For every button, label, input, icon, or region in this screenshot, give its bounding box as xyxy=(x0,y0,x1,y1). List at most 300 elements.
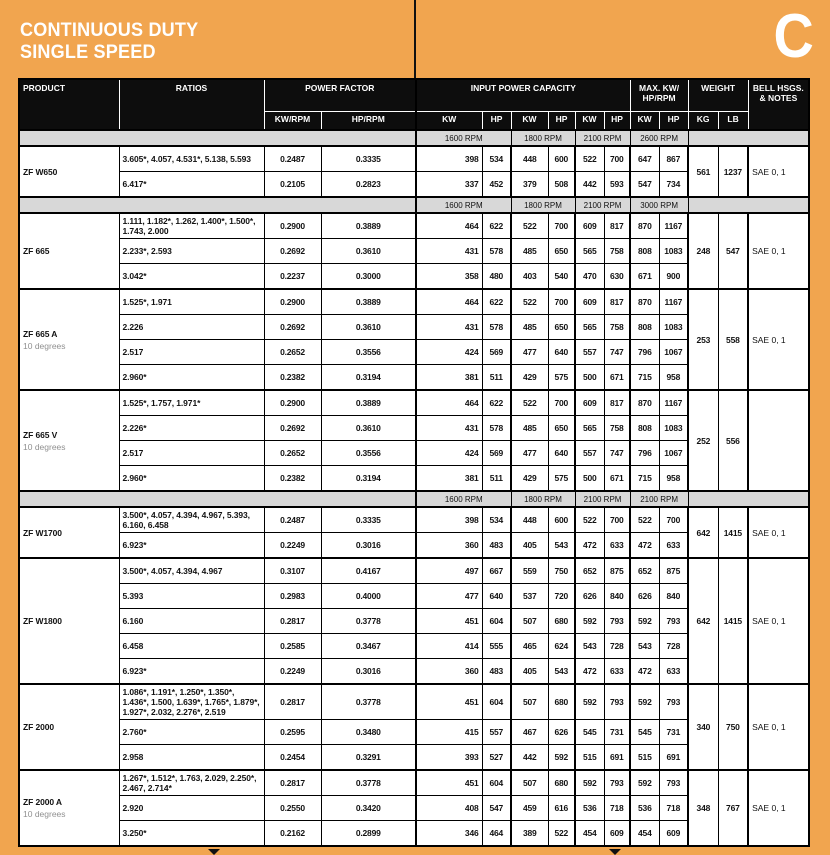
rpm-band-row xyxy=(19,130,809,146)
hp-value-cell: 575 xyxy=(548,365,575,391)
kw-value-cell: 405 xyxy=(511,533,548,559)
col-header-lb: LB xyxy=(718,112,748,131)
hp-value-cell: 464 xyxy=(482,821,511,847)
weight-kg-cell: 642 xyxy=(688,507,718,558)
product-name: ZF 665 V xyxy=(23,429,58,440)
hp-value-cell: 680 xyxy=(548,770,575,796)
hp-value-cell: 650 xyxy=(548,416,575,441)
kw-value-cell: 477 xyxy=(416,584,482,609)
kw-value-cell: 431 xyxy=(416,315,482,340)
bell-housing-note-cell: SAE 0, 1 xyxy=(748,684,809,770)
power-factor-hp-rpm-cell: 0.3420 xyxy=(321,796,416,821)
hp-value-cell: 700 xyxy=(548,390,575,416)
kw-value-cell: 429 xyxy=(511,466,548,492)
kw-value-cell: 464 xyxy=(416,213,482,239)
kw-value-cell: 472 xyxy=(575,659,604,685)
power-factor-hp-rpm-cell: 0.2823 xyxy=(321,172,416,198)
ratios-cell: 1.525*, 1.757, 1.971* xyxy=(119,390,264,416)
product-subtitle: 10 degrees xyxy=(23,441,66,452)
kw-value-cell: 609 xyxy=(575,213,604,239)
product-cell xyxy=(19,390,119,491)
hp-value-cell: 1167 xyxy=(659,390,688,416)
hp-value-cell: 700 xyxy=(659,507,688,533)
bell-housing-note-cell: SAE 0, 1 xyxy=(748,770,809,846)
kw-value-cell: 403 xyxy=(511,264,548,290)
ratios-cell: 5.393 xyxy=(119,584,264,609)
rpm-band-label: 1800 RPM xyxy=(511,491,575,507)
ratios-cell: 3.500*, 4.057, 4.394, 4.967, 5.393, 6.160, 6.458 xyxy=(119,507,264,533)
ratios-cell: 6.160 xyxy=(119,609,264,634)
spec-row xyxy=(19,289,809,315)
weight-lb-cell: 750 xyxy=(718,684,748,770)
hp-value-cell: 718 xyxy=(604,796,630,821)
ratios-cell: 1.267*, 1.512*, 1.763, 2.029, 2.250*, 2.467, 2.714* xyxy=(119,770,264,796)
hp-value-cell: 817 xyxy=(604,289,630,315)
power-factor-kw-rpm-cell: 0.2105 xyxy=(264,172,321,198)
hp-value-cell: 622 xyxy=(482,213,511,239)
kw-value-cell: 470 xyxy=(575,264,604,290)
kw-value-cell: 545 xyxy=(630,720,659,745)
kw-value-cell: 477 xyxy=(511,441,548,466)
hp-value-cell: 600 xyxy=(548,146,575,172)
rpm-band-row xyxy=(19,197,809,213)
hp-value-cell: 691 xyxy=(604,745,630,771)
bell-housing-note-cell xyxy=(748,390,809,491)
ratios-cell: 3.500*, 4.057, 4.394, 4.967 xyxy=(119,558,264,584)
hp-value-cell: 1083 xyxy=(659,416,688,441)
spec-row xyxy=(19,213,809,239)
power-factor-hp-rpm-cell: 0.3610 xyxy=(321,315,416,340)
hp-value-cell: 1167 xyxy=(659,213,688,239)
kw-value-cell: 626 xyxy=(575,584,604,609)
hp-value-cell: 452 xyxy=(482,172,511,198)
ratios-cell: 2.233*, 2.593 xyxy=(119,239,264,264)
kw-value-cell: 592 xyxy=(575,609,604,634)
hp-value-cell: 640 xyxy=(548,441,575,466)
hp-value-cell: 793 xyxy=(659,684,688,720)
spec-row xyxy=(19,558,809,584)
power-factor-kw-rpm-cell: 0.2983 xyxy=(264,584,321,609)
kw-value-cell: 451 xyxy=(416,684,482,720)
hp-value-cell: 671 xyxy=(604,365,630,391)
power-factor-kw-rpm-cell: 0.2585 xyxy=(264,634,321,659)
power-factor-hp-rpm-cell: 0.2899 xyxy=(321,821,416,847)
product-subtitle: 10 degrees xyxy=(23,809,66,819)
weight-kg-cell: 252 xyxy=(688,390,718,491)
ratios-cell: 2.920 xyxy=(119,796,264,821)
kw-value-cell: 537 xyxy=(511,584,548,609)
spec-row xyxy=(19,770,809,796)
rpm-band-label: 2100 RPM xyxy=(575,491,630,507)
hp-value-cell: 578 xyxy=(482,416,511,441)
col-header-input-power-capacity: INPUT POWER CAPACITY xyxy=(416,79,630,112)
kw-value-cell: 808 xyxy=(630,239,659,264)
kw-value-cell: 507 xyxy=(511,684,548,720)
hp-value-cell: 1067 xyxy=(659,441,688,466)
ratios-cell: 2.958 xyxy=(119,745,264,771)
rpm-band-label: 2100 RPM xyxy=(575,130,630,146)
hp-value-cell: 728 xyxy=(604,634,630,659)
ratios-cell: 1.111, 1.182*, 1.262, 1.400*, 1.500*, 1.743, 2.000 xyxy=(119,213,264,239)
kw-value-cell: 559 xyxy=(511,558,548,584)
kw-value-cell: 515 xyxy=(630,745,659,771)
kw-value-cell: 626 xyxy=(630,584,659,609)
kw-value-cell: 459 xyxy=(511,796,548,821)
kw-value-cell: 454 xyxy=(575,821,604,847)
hp-value-cell: 650 xyxy=(548,315,575,340)
hp-value-cell: 604 xyxy=(482,770,511,796)
kw-value-cell: 592 xyxy=(575,684,604,720)
kw-value-cell: 500 xyxy=(575,466,604,492)
power-factor-hp-rpm-cell: 0.3291 xyxy=(321,745,416,771)
hp-value-cell: 700 xyxy=(548,289,575,315)
kw-value-cell: 393 xyxy=(416,745,482,771)
hp-value-cell: 592 xyxy=(548,745,575,771)
rpm-band-label: 1800 RPM xyxy=(511,197,575,213)
kw-value-cell: 715 xyxy=(630,466,659,492)
power-factor-hp-rpm-cell: 0.4000 xyxy=(321,584,416,609)
weight-kg-cell: 253 xyxy=(688,289,718,390)
col-header-hp-rpm: HP/RPM xyxy=(321,112,416,131)
kw-value-cell: 609 xyxy=(575,289,604,315)
power-factor-kw-rpm-cell: 0.2692 xyxy=(264,315,321,340)
kw-value-cell: 477 xyxy=(511,340,548,365)
band-spacer xyxy=(688,130,809,146)
power-factor-hp-rpm-cell: 0.3610 xyxy=(321,239,416,264)
kw-value-cell: 808 xyxy=(630,315,659,340)
rpm-band-label: 1800 RPM xyxy=(511,130,575,146)
hp-value-cell: 793 xyxy=(604,684,630,720)
table-continues-icon xyxy=(609,849,621,855)
kw-value-cell: 429 xyxy=(511,365,548,391)
power-factor-kw-rpm-cell: 0.2817 xyxy=(264,609,321,634)
hp-value-cell: 480 xyxy=(482,264,511,290)
hp-value-cell: 667 xyxy=(482,558,511,584)
hp-value-cell: 720 xyxy=(548,584,575,609)
kw-value-cell: 360 xyxy=(416,533,482,559)
hp-value-cell: 750 xyxy=(548,558,575,584)
col-header-kw: KW xyxy=(575,112,604,131)
hp-value-cell: 900 xyxy=(659,264,688,290)
kw-value-cell: 547 xyxy=(630,172,659,198)
kw-value-cell: 647 xyxy=(630,146,659,172)
table-continues-icon xyxy=(208,849,220,855)
rpm-band-label: 2100 RPM xyxy=(575,197,630,213)
rpm-band-label: 1600 RPM xyxy=(416,197,511,213)
kw-value-cell: 381 xyxy=(416,365,482,391)
bell-housing-note-cell: SAE 0, 1 xyxy=(748,213,809,289)
ratios-cell: 1.086*, 1.191*, 1.250*, 1.350*, 1.436*, 1.500, 1.639*, 1.765*, 1.879*, 1.927*, 2.032, 2.276*, 2.519 xyxy=(119,684,264,720)
kw-value-cell: 467 xyxy=(511,720,548,745)
col-header-kw-rpm: KW/RPM xyxy=(264,112,321,131)
hp-value-cell: 527 xyxy=(482,745,511,771)
kw-value-cell: 609 xyxy=(575,390,604,416)
spec-row xyxy=(19,507,809,533)
kw-value-cell: 454 xyxy=(630,821,659,847)
kw-value-cell: 405 xyxy=(511,659,548,685)
kw-value-cell: 536 xyxy=(575,796,604,821)
hp-value-cell: 758 xyxy=(604,416,630,441)
rpm-band-label: 1600 RPM xyxy=(416,491,511,507)
hp-value-cell: 1067 xyxy=(659,340,688,365)
kw-value-cell: 389 xyxy=(511,821,548,847)
hp-value-cell: 633 xyxy=(604,659,630,685)
hp-value-cell: 700 xyxy=(548,213,575,239)
kw-value-cell: 500 xyxy=(575,365,604,391)
power-factor-kw-rpm-cell: 0.2162 xyxy=(264,821,321,847)
product-cell xyxy=(19,770,119,846)
power-factor-hp-rpm-cell: 0.3480 xyxy=(321,720,416,745)
weight-kg-cell: 348 xyxy=(688,770,718,846)
kw-value-cell: 408 xyxy=(416,796,482,821)
weight-kg-cell: 340 xyxy=(688,684,718,770)
kw-value-cell: 652 xyxy=(575,558,604,584)
power-factor-hp-rpm-cell: 0.3556 xyxy=(321,441,416,466)
kw-value-cell: 796 xyxy=(630,340,659,365)
ratios-cell: 2.226* xyxy=(119,416,264,441)
kw-value-cell: 431 xyxy=(416,416,482,441)
power-factor-kw-rpm-cell: 0.2237 xyxy=(264,264,321,290)
power-factor-kw-rpm-cell: 0.2487 xyxy=(264,507,321,533)
hp-value-cell: 793 xyxy=(604,609,630,634)
kw-value-cell: 536 xyxy=(630,796,659,821)
col-header-kg: KG xyxy=(688,112,718,131)
hp-value-cell: 522 xyxy=(548,821,575,847)
rpm-band-label: 1600 RPM xyxy=(416,130,511,146)
weight-lb-cell: 767 xyxy=(718,770,748,846)
col-header-hp: HP xyxy=(604,112,630,131)
spec-table-header xyxy=(19,79,809,130)
hp-value-cell: 543 xyxy=(548,533,575,559)
kw-value-cell: 398 xyxy=(416,507,482,533)
product-name: ZF 665 A xyxy=(23,328,58,339)
band-spacer xyxy=(19,197,416,213)
product-name: ZF W1800 xyxy=(23,616,62,626)
hp-value-cell: 700 xyxy=(604,507,630,533)
kw-value-cell: 464 xyxy=(416,390,482,416)
hp-value-cell: 508 xyxy=(548,172,575,198)
kw-value-cell: 565 xyxy=(575,315,604,340)
kw-value-cell: 360 xyxy=(416,659,482,685)
bell-housing-note-cell: SAE 0, 1 xyxy=(748,507,809,558)
kw-value-cell: 464 xyxy=(416,289,482,315)
hp-value-cell: 700 xyxy=(604,146,630,172)
kw-value-cell: 448 xyxy=(511,507,548,533)
weight-lb-cell: 556 xyxy=(718,390,748,491)
weight-lb-cell: 1237 xyxy=(718,146,748,197)
hp-value-cell: 793 xyxy=(604,770,630,796)
hp-value-cell: 640 xyxy=(482,584,511,609)
kw-value-cell: 415 xyxy=(416,720,482,745)
spec-table xyxy=(18,78,810,847)
power-factor-kw-rpm-cell: 0.2595 xyxy=(264,720,321,745)
kw-value-cell: 592 xyxy=(575,770,604,796)
bell-housing-note-cell: SAE 0, 1 xyxy=(748,146,809,197)
product-cell xyxy=(19,684,119,770)
hp-value-cell: 734 xyxy=(659,172,688,198)
col-header-hp: HP xyxy=(482,112,511,131)
kw-value-cell: 592 xyxy=(630,770,659,796)
kw-value-cell: 472 xyxy=(575,533,604,559)
kw-value-cell: 522 xyxy=(511,213,548,239)
band-spacer xyxy=(19,491,416,507)
kw-value-cell: 522 xyxy=(511,289,548,315)
col-header-power-factor: POWER FACTOR xyxy=(264,79,416,112)
bell-header-line2: & NOTES xyxy=(759,93,798,104)
power-factor-hp-rpm-cell: 0.3467 xyxy=(321,634,416,659)
kw-value-cell: 515 xyxy=(575,745,604,771)
kw-value-cell: 414 xyxy=(416,634,482,659)
ratios-cell: 6.923* xyxy=(119,659,264,685)
power-factor-kw-rpm-cell: 0.2900 xyxy=(264,289,321,315)
kw-value-cell: 592 xyxy=(630,684,659,720)
hp-value-cell: 1167 xyxy=(659,289,688,315)
hp-value-cell: 650 xyxy=(548,239,575,264)
hp-value-cell: 609 xyxy=(604,821,630,847)
hp-value-cell: 728 xyxy=(659,634,688,659)
power-factor-kw-rpm-cell: 0.2652 xyxy=(264,441,321,466)
power-factor-hp-rpm-cell: 0.3335 xyxy=(321,146,416,172)
hp-value-cell: 747 xyxy=(604,340,630,365)
kw-value-cell: 522 xyxy=(575,507,604,533)
hp-value-cell: 540 xyxy=(548,264,575,290)
weight-kg-cell: 642 xyxy=(688,558,718,684)
hp-value-cell: 840 xyxy=(659,584,688,609)
power-factor-kw-rpm-cell: 0.2692 xyxy=(264,239,321,264)
weight-lb-cell: 1415 xyxy=(718,507,748,558)
bell-housing-note-cell: SAE 0, 1 xyxy=(748,558,809,684)
kw-value-cell: 870 xyxy=(630,213,659,239)
hp-value-cell: 718 xyxy=(659,796,688,821)
hp-value-cell: 680 xyxy=(548,684,575,720)
hp-value-cell: 758 xyxy=(604,239,630,264)
hp-value-cell: 511 xyxy=(482,365,511,391)
kw-value-cell: 424 xyxy=(416,340,482,365)
kw-value-cell: 398 xyxy=(416,146,482,172)
hp-value-cell: 534 xyxy=(482,146,511,172)
page-title xyxy=(20,20,198,64)
kw-value-cell: 472 xyxy=(630,533,659,559)
page-banner xyxy=(0,0,830,78)
kw-value-cell: 543 xyxy=(575,634,604,659)
kw-value-cell: 497 xyxy=(416,558,482,584)
kw-value-cell: 358 xyxy=(416,264,482,290)
hp-value-cell: 680 xyxy=(548,609,575,634)
page-title-line1: CONTINUOUS DUTY xyxy=(20,20,199,41)
col-header-product: PRODUCT xyxy=(19,79,119,130)
ratios-cell: 6.417* xyxy=(119,172,264,198)
kw-value-cell: 592 xyxy=(630,609,659,634)
kw-value-cell: 442 xyxy=(511,745,548,771)
hp-value-cell: 534 xyxy=(482,507,511,533)
hp-value-cell: 691 xyxy=(659,745,688,771)
rpm-band-label: 2100 RPM xyxy=(630,491,688,507)
kw-value-cell: 715 xyxy=(630,365,659,391)
kw-value-cell: 870 xyxy=(630,289,659,315)
power-factor-hp-rpm-cell: 0.3778 xyxy=(321,609,416,634)
hp-value-cell: 555 xyxy=(482,634,511,659)
hp-value-cell: 840 xyxy=(604,584,630,609)
kw-value-cell: 796 xyxy=(630,441,659,466)
kw-value-cell: 565 xyxy=(575,239,604,264)
col-header-ratios: RATIOS xyxy=(119,79,264,130)
power-factor-hp-rpm-cell: 0.4167 xyxy=(321,558,416,584)
hp-value-cell: 1083 xyxy=(659,315,688,340)
power-factor-kw-rpm-cell: 0.2817 xyxy=(264,684,321,720)
hp-value-cell: 758 xyxy=(604,315,630,340)
power-factor-kw-rpm-cell: 0.2249 xyxy=(264,533,321,559)
max-header-line2: HP/RPM xyxy=(642,93,676,104)
kw-value-cell: 671 xyxy=(630,264,659,290)
power-factor-hp-rpm-cell: 0.3889 xyxy=(321,289,416,315)
ratios-cell: 1.525*, 1.971 xyxy=(119,289,264,315)
hp-value-cell: 747 xyxy=(604,441,630,466)
col-header-kw: KW xyxy=(511,112,548,131)
product-cell xyxy=(19,507,119,558)
hp-value-cell: 593 xyxy=(604,172,630,198)
product-name: ZF 665 xyxy=(23,246,50,256)
kw-value-cell: 451 xyxy=(416,609,482,634)
hp-value-cell: 483 xyxy=(482,533,511,559)
spec-row xyxy=(19,684,809,720)
product-name: ZF 2000 A xyxy=(23,797,62,807)
hp-value-cell: 793 xyxy=(659,770,688,796)
hp-value-cell: 600 xyxy=(548,507,575,533)
col-header-hp: HP xyxy=(548,112,575,131)
band-spacer xyxy=(688,491,809,507)
kw-value-cell: 545 xyxy=(575,720,604,745)
col-header-max-hp: HP xyxy=(659,112,688,131)
ratios-cell: 6.458 xyxy=(119,634,264,659)
hp-value-cell: 622 xyxy=(482,390,511,416)
power-factor-kw-rpm-cell: 0.2487 xyxy=(264,146,321,172)
kw-value-cell: 522 xyxy=(630,507,659,533)
power-factor-hp-rpm-cell: 0.3889 xyxy=(321,390,416,416)
kw-value-cell: 442 xyxy=(575,172,604,198)
kw-value-cell: 448 xyxy=(511,146,548,172)
max-header-line1: MAX. KW/ xyxy=(639,83,680,93)
hp-value-cell: 630 xyxy=(604,264,630,290)
power-factor-kw-rpm-cell: 0.2382 xyxy=(264,365,321,391)
weight-lb-cell: 547 xyxy=(718,213,748,289)
ratios-cell: 3.042* xyxy=(119,264,264,290)
table-region xyxy=(18,78,808,838)
power-factor-hp-rpm-cell: 0.3778 xyxy=(321,770,416,796)
power-factor-kw-rpm-cell: 0.2550 xyxy=(264,796,321,821)
power-factor-hp-rpm-cell: 0.3610 xyxy=(321,416,416,441)
power-factor-kw-rpm-cell: 0.2817 xyxy=(264,770,321,796)
power-factor-kw-rpm-cell: 0.2652 xyxy=(264,340,321,365)
hp-value-cell: 511 xyxy=(482,466,511,492)
hp-value-cell: 543 xyxy=(548,659,575,685)
ratios-cell: 6.923* xyxy=(119,533,264,559)
weight-lb-cell: 1415 xyxy=(718,558,748,684)
kw-value-cell: 507 xyxy=(511,609,548,634)
product-cell xyxy=(19,146,119,197)
product-cell xyxy=(19,213,119,289)
bell-housing-note-cell: SAE 0, 1 xyxy=(748,289,809,390)
kw-value-cell: 557 xyxy=(575,340,604,365)
power-factor-hp-rpm-cell: 0.3194 xyxy=(321,365,416,391)
hp-value-cell: 622 xyxy=(482,289,511,315)
hp-value-cell: 483 xyxy=(482,659,511,685)
hp-value-cell: 867 xyxy=(659,146,688,172)
power-factor-hp-rpm-cell: 0.3335 xyxy=(321,507,416,533)
hp-value-cell: 633 xyxy=(659,533,688,559)
ratios-cell: 2.517 xyxy=(119,441,264,466)
product-subtitle: 10 degrees xyxy=(23,340,66,351)
power-factor-hp-rpm-cell: 0.3778 xyxy=(321,684,416,720)
